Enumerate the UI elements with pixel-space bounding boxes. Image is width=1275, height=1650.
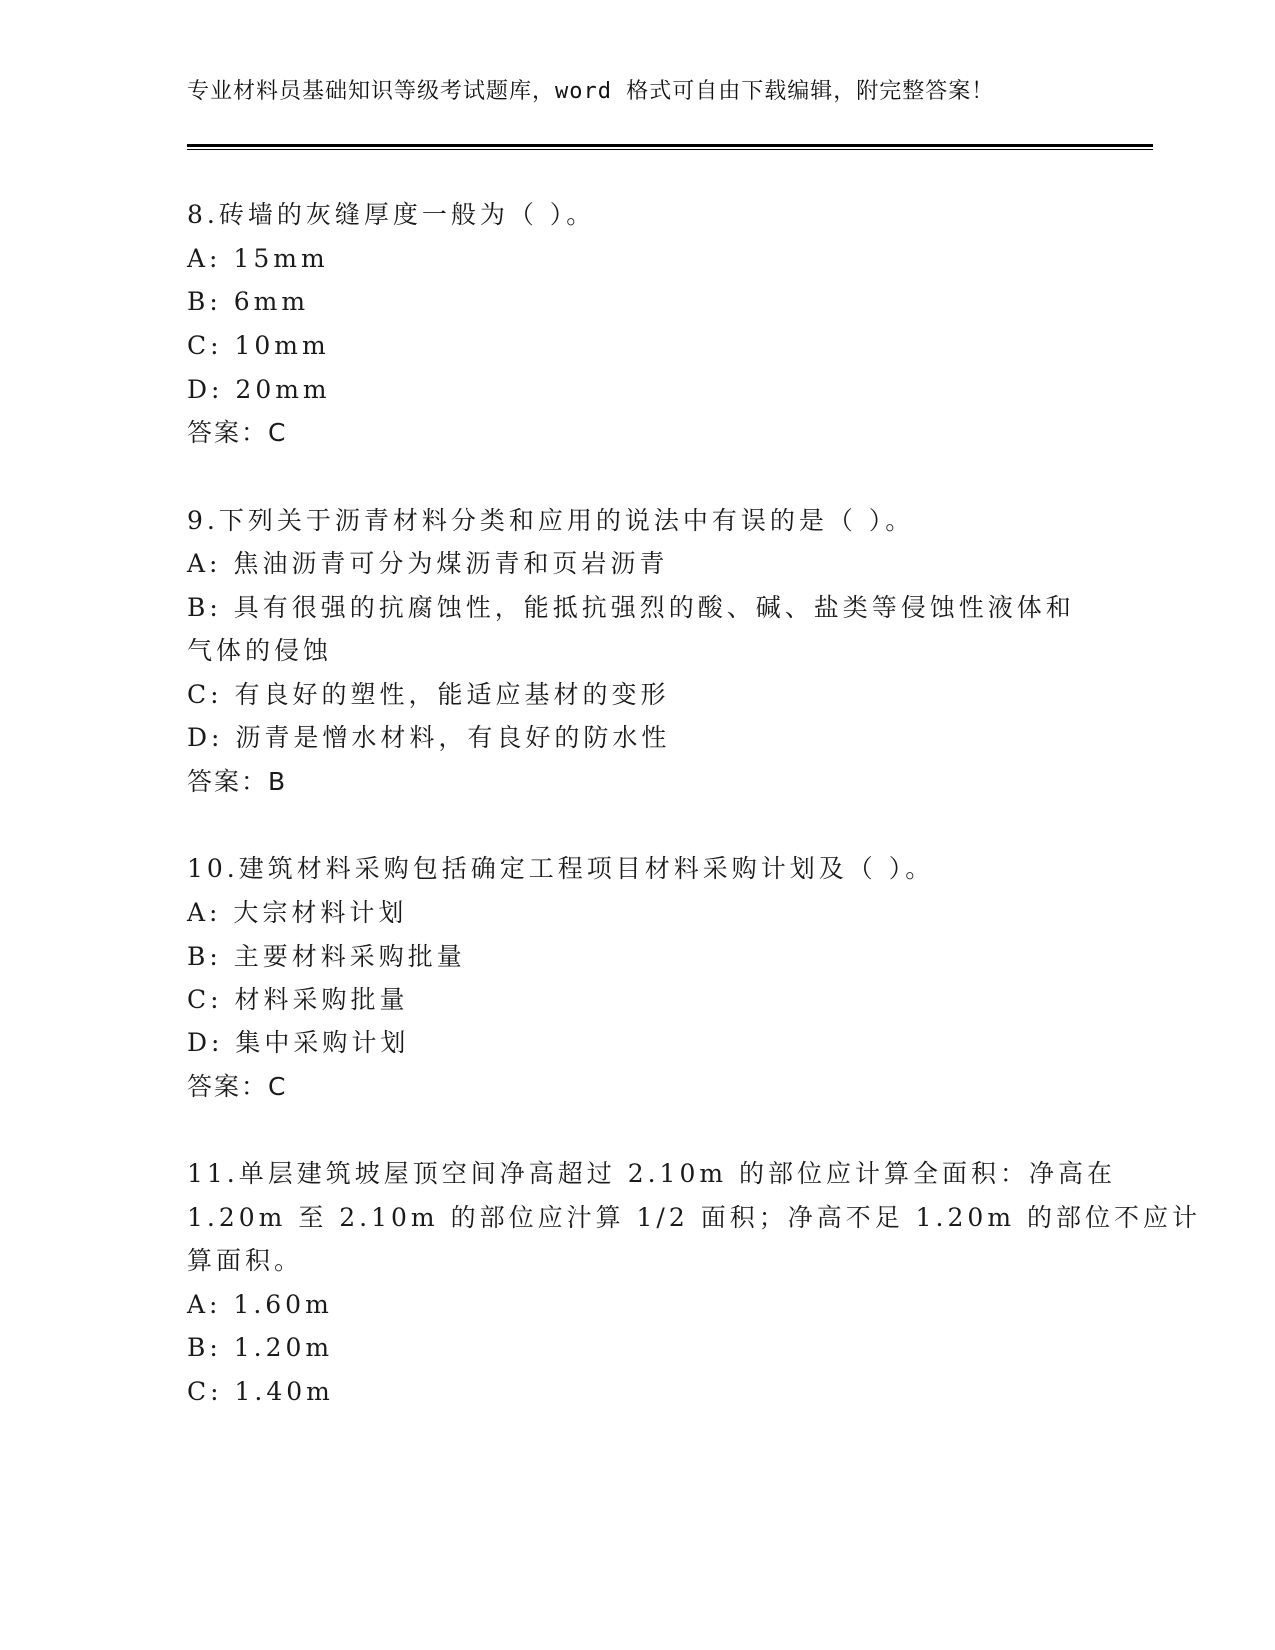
option: C: 1.40m bbox=[187, 1377, 334, 1406]
option: B: 主要材料采购批量 bbox=[187, 942, 466, 971]
question-stem: 8.砖墙的灰缝厚度一般为（ ）。 bbox=[187, 200, 596, 229]
option: A: 15mm bbox=[187, 244, 329, 273]
option: A: 焦油沥青可分为煤沥青和页岩沥青 bbox=[187, 549, 669, 578]
option: C: 材料采购批量 bbox=[187, 985, 409, 1014]
question-stem: 9.下列关于沥青材料分类和应用的说法中有误的是（ ）。 bbox=[187, 506, 915, 535]
option: D: 沥青是憎水材料，有良好的防水性 bbox=[187, 723, 671, 752]
question-stem: 11.单层建筑坡屋顶空间净高超过 2.10m 的部位应计算全面积：净高在 bbox=[187, 1159, 1117, 1188]
header-rule-thin bbox=[187, 149, 1153, 150]
option: A: 大宗材料计划 bbox=[187, 898, 408, 927]
answer: 答案：B bbox=[187, 767, 288, 796]
question-stem: 算面积。 bbox=[187, 1246, 304, 1275]
option: C: 有良好的塑性，能适应基材的变形 bbox=[187, 680, 670, 709]
question-stem: 1.20m 至 2.10m 的部位应汁算 1/2 面积；净高不足 1.20m 的部位不应计 bbox=[187, 1203, 1201, 1232]
option: B: 1.20m bbox=[187, 1333, 334, 1362]
answer: 答案：C bbox=[187, 418, 288, 447]
option: D: 集中采购计划 bbox=[187, 1028, 410, 1057]
header-rule-thick bbox=[187, 144, 1153, 147]
option: C: 10mm bbox=[187, 331, 330, 360]
option: B: 具有很强的抗腐蚀性，能抵抗强烈的酸、碱、盐类等侵蚀性液体和 bbox=[187, 593, 1075, 622]
option: B: 6mm bbox=[187, 287, 310, 316]
option: A: 1.60m bbox=[187, 1290, 333, 1319]
page-header: 专业材料员基础知识等级考试题库，word 格式可自由下载编辑，附完整答案！ bbox=[187, 79, 995, 104]
answer: 答案：C bbox=[187, 1072, 288, 1101]
option-continuation: 气体的侵蚀 bbox=[187, 636, 333, 665]
question-stem: 10.建筑材料采购包括确定工程项目材料采购计划及（ ）。 bbox=[187, 854, 935, 883]
option: D: 20mm bbox=[187, 375, 331, 404]
